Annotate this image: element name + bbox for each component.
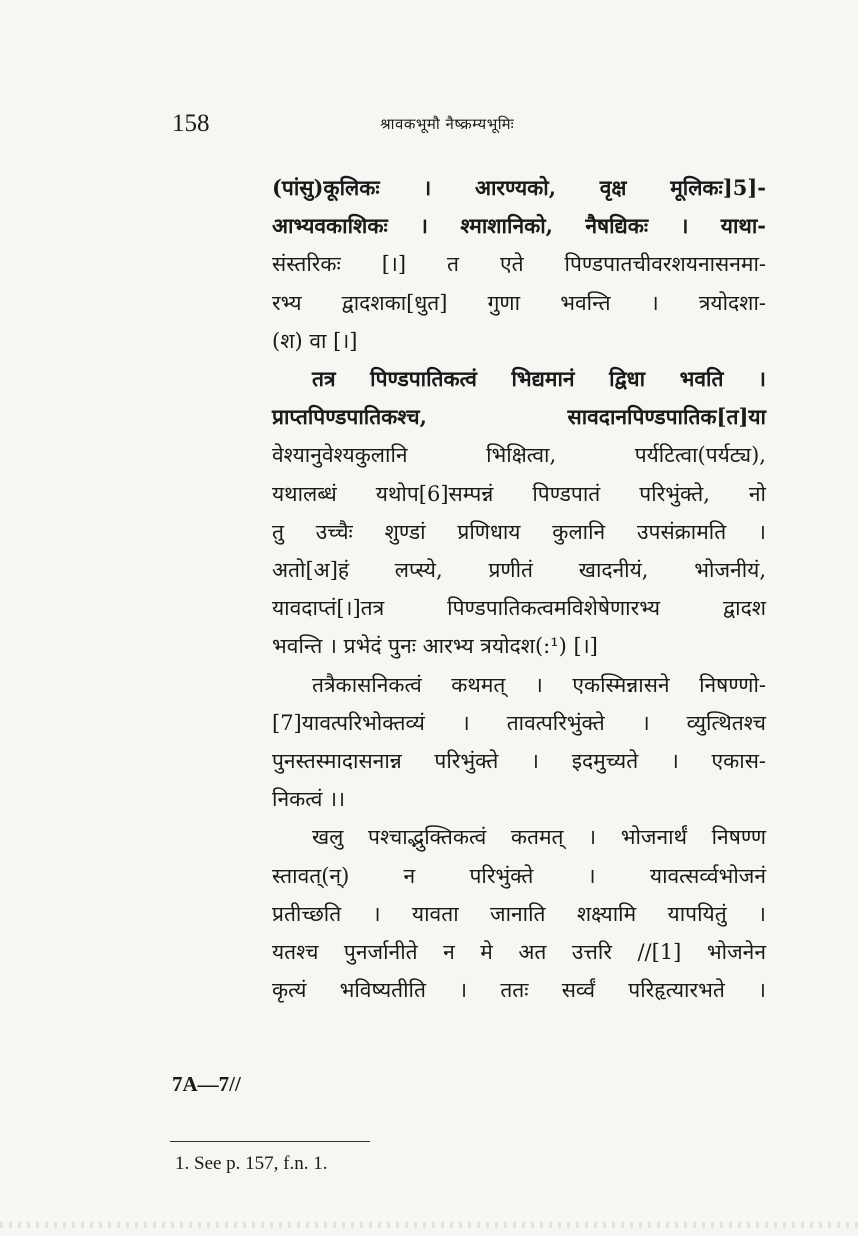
text-line: वेश्यानुवेश्यकुलानि भिक्षित्वा, पर्यटित्वा(पर्यट्य), — [272, 443, 766, 468]
text-line: पुनस्तस्मादासनान्न परिभुंक्ते । इदमुच्यते । एकास- — [272, 749, 766, 773]
text-line: भवन्ति । प्रभेदं पुनः आरभ्य त्रयोदश(:¹) [।] — [272, 634, 598, 659]
text-line: यथालब्धं यथोप[6]सम्पन्नं पिण्डपातं परिभुंक्ते, नो — [272, 481, 766, 506]
text-line: रभ्य द्वादशका[धुत] गुणा भवन्ति । त्रयोदशा- — [272, 290, 766, 315]
text-line: [7]यावत्परिभोक्तव्यं । तावत्परिभुंक्ते । व्युत्थितश्च — [272, 710, 766, 735]
running-title: श्रावकभूमौ नैष्क्रम्यभूमिः — [380, 115, 515, 133]
text-line: यतश्च पुनर्जानीते न मे अत उत्तरि //[1] भोजनेन — [272, 940, 766, 964]
footnote-divider — [170, 1141, 370, 1142]
text-line: कृत्यं भविष्यतीति । ततः सर्व्वं परिहृत्यारभते । — [272, 978, 766, 1003]
margin-folio-note: 7A—7// — [172, 1072, 241, 1096]
text-line: (पांसु)कूलिकः । आरण्यको, वृक्ष मूलिकः]5]- — [272, 175, 766, 200]
text-line: स्तावत्(न्) न परिभुंक्ते । यावत्सर्व्वभोजनं — [272, 863, 766, 888]
text-line: प्राप्तपिण्डपातिकश्च, सावदानपिण्डपातिक[त]या — [272, 404, 766, 430]
scan-edge-noise — [0, 1222, 858, 1228]
text-line: आभ्यवकाशिकः । श्माशानिको, नैषद्यिकः । याथा- — [272, 213, 766, 239]
footnote: 1. See p. 157, f.n. 1. — [175, 1153, 328, 1174]
text-line: तत्र पिण्डपातिकत्वं भिद्यमानं द्विधा भवति । — [312, 366, 766, 391]
text-line: अतो[अ]हं लप्स्ये, प्रणीतं खादनीयं, भोजनीयं, — [272, 558, 766, 582]
text-line: तत्रैकासनिकत्वं कथमत् । एकस्मिन्नासने निषण्णो- — [312, 672, 766, 697]
text-line: निकत्वं ।। — [272, 787, 346, 812]
text-line: संस्तरिकः [।] त एते पिण्डपातचीवरशयनासनमा- — [272, 252, 766, 277]
text-line: यावदाप्तं[।]तत्र पिण्डपातिकत्वमविशेषेणारभ्य द्वादश — [272, 596, 766, 621]
text-line: प्रतीच्छति । यावता जानाति शक्ष्यामि यापयितुं । — [272, 901, 766, 926]
text-line: खलु पश्चाद्भुक्तिकत्वं कतमत् । भोजनार्थं निषण्ण — [312, 825, 766, 850]
text-line: (श) वा [।] — [272, 328, 358, 353]
page-number: 158 — [172, 110, 210, 137]
text-line: तु उच्चैः शुण्डां प्रणिधाय कुलानि उपसंक्रामति । — [272, 519, 766, 544]
